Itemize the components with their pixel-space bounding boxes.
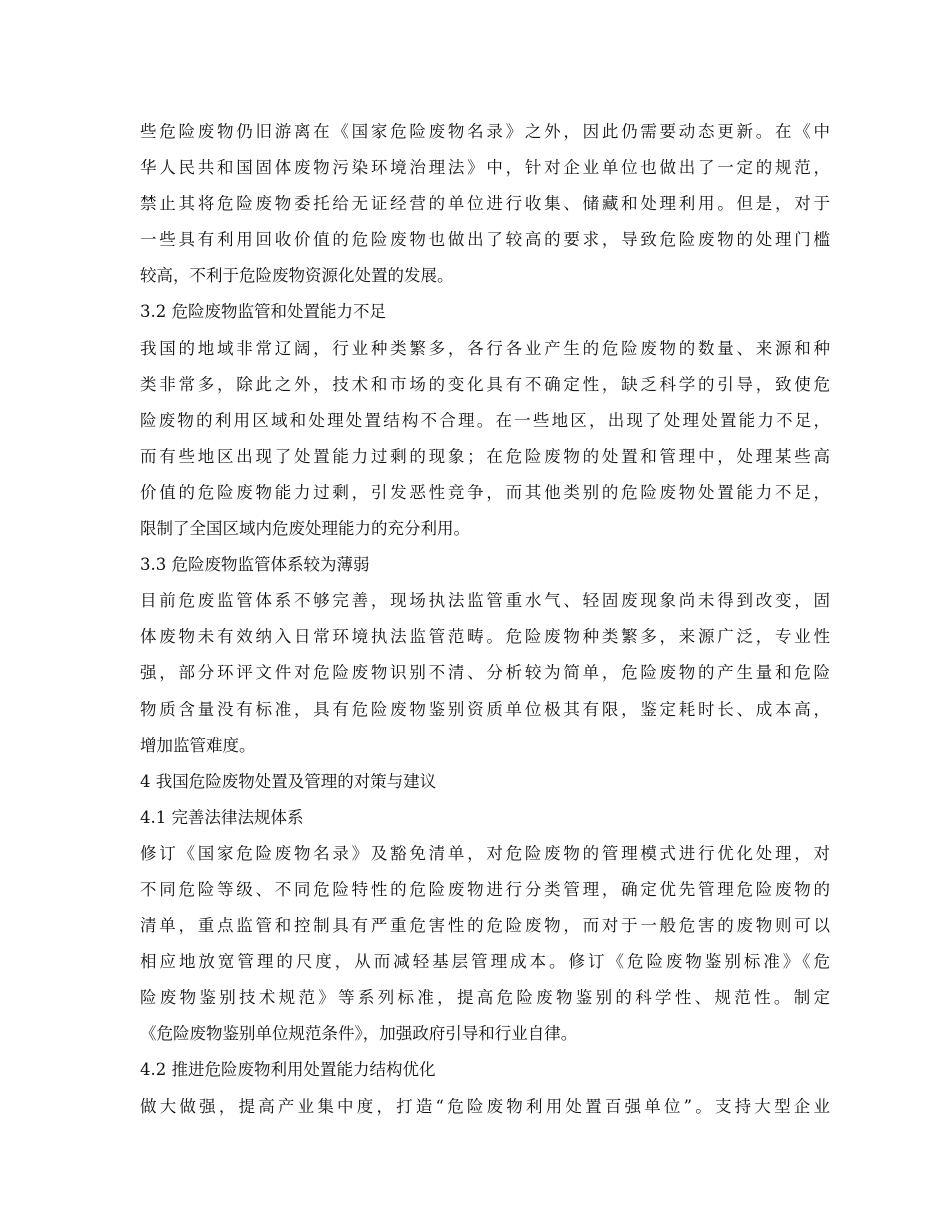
text-line: 而有些地区出现了处置能力过剩的现象；在危险废物的处置和管理中，处理某些高 [140,446,830,466]
text-line: 限制了全国区域内危废处理能力的充分利用。 [140,519,470,539]
text-line: 华人民共和国固体废物污染环境治理法》中，针对企业单位也做出了一定的规范， [140,158,830,178]
text-line: 不同危险等级、不同危险特性的危险废物进行分类管理，确定优先管理危险废物的 [140,879,830,899]
text-line: 4 我国危险废物处置及管理的对策与建议 [140,771,437,791]
text-line: 做大做强，提高产业集中度，打造“危险废物利用处置百强单位”。支持大型企业 [140,1096,830,1116]
text-line: 清单，重点监管和控制具有严重危害性的危险废物，而对于一般危害的废物则可以 [140,916,830,936]
text-line: 禁止其将危险废物委托给无证经营的单位进行收集、储藏和处理利用。但是，对于 [140,194,830,214]
text-line: 险废物鉴别技术规范》等系列标准，提高危险废物鉴别的科学性、规范性。制定 [140,988,830,1008]
text-line: 3.2 危险废物监管和处置能力不足 [140,302,386,322]
text-line: 些危险废物仍旧游离在《国家危险废物名录》之外，因此仍需要动态更新。在《中 [140,122,830,141]
text-line: 4.2 推进危险废物利用处置能力结构优化 [140,1060,436,1080]
text-line: 一些具有利用回收价值的危险废物也做出了较高的要求，导致危险废物的处理门槛 [140,230,830,250]
document-body [140,114,830,1125]
text-line: 较高，不利于危险废物资源化处置的发展。 [140,266,454,286]
text-line: 价值的危险废物能力过剩，引发恶性竞争，而其他类别的危险废物处置能力不足， [140,482,830,502]
text-line: 相应地放宽管理的尺度，从而减轻基层管理成本。修订《危险废物鉴别标准》《危 [140,952,830,972]
text-line: 目前危废监管体系不够完善，现场执法监管重水气、轻固废现象尚未得到改变，固 [140,591,830,611]
text-line: 险废物的利用区域和处理处置结构不合理。在一些地区，出现了处理处置能力不足， [140,410,830,430]
text-line: 4.1 完善法律法规体系 [140,807,304,827]
text-line: 我国的地域非常辽阔，行业种类繁多，各行各业产生的危险废物的数量、来源和种 [140,338,830,358]
text-line: 增加监管难度。 [140,735,256,755]
text-line: 强，部分环评文件对危险废物识别不清、分析较为简单，危险废物的产生量和危险 [140,663,830,683]
text-line: 《危险废物鉴别单位规范条件》，加强政府引导和行业自律。 [140,1024,578,1044]
text-line: 体废物未有效纳入日常环境执法监管范畴。危险废物种类繁多，来源广泛，专业性 [140,627,830,647]
text-line: 修订《国家危险废物名录》及豁免清单，对危险废物的管理模式进行优化处理，对 [140,843,830,863]
text-line: 类非常多，除此之外，技术和市场的变化具有不确定性，缺乏科学的引导，致使危 [140,374,830,394]
text-line: 3.3 危险废物监管体系较为薄弱 [140,555,370,575]
text-line: 物质含量没有标准，具有危险废物鉴别资质单位极其有限，鉴定耗时长、成本高， [140,699,830,719]
